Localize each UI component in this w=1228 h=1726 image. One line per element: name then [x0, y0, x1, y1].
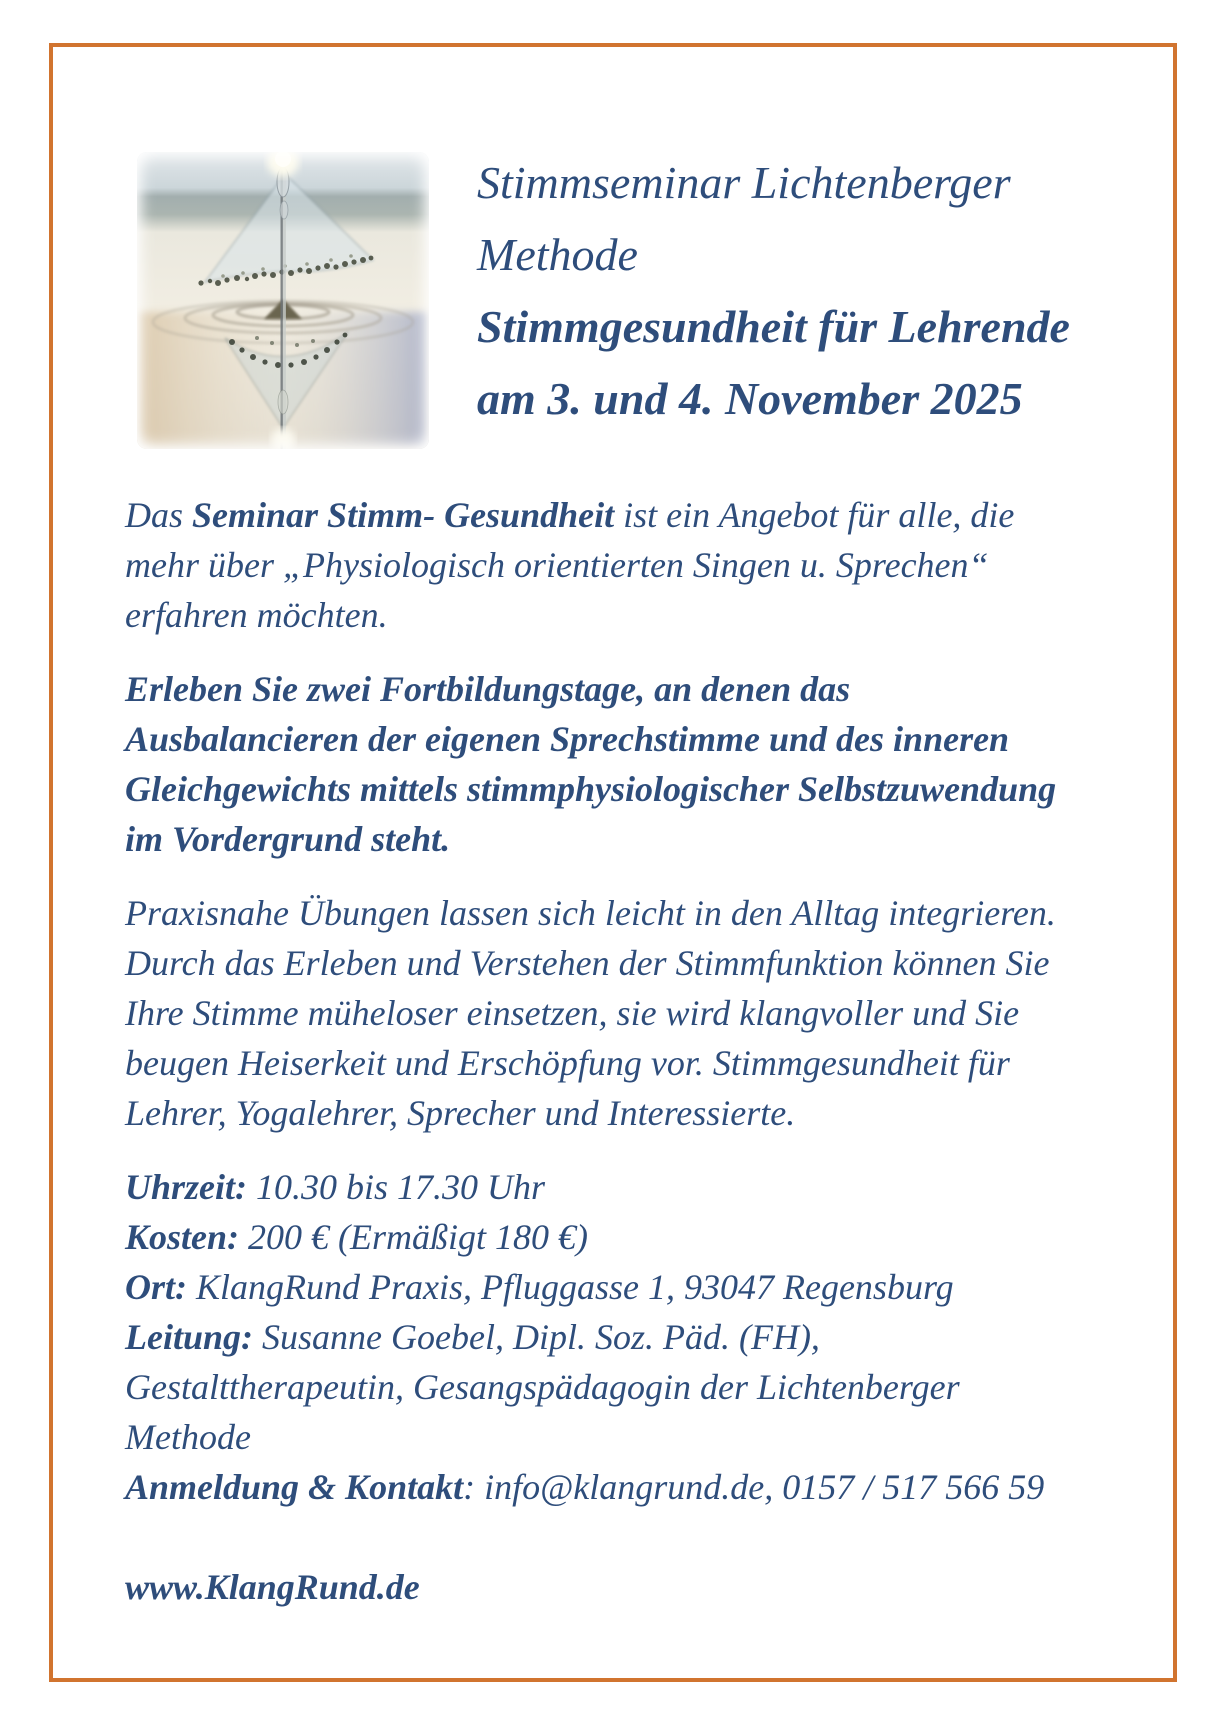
page-title: [477, 147, 1177, 435]
description-line-1: Praxisnahe Übungen lassen sich leicht in den Alltag integrieren.: [125, 893, 1056, 933]
detail-leader-continued: Gestalttherapeutin, Gesangspädagogin der Lichtenberger: [125, 1367, 960, 1407]
description-line-5: Lehrer, Yogalehrer, Sprecher und Interessierte.: [125, 1093, 796, 1133]
detail-location-label: Ort:: [125, 1267, 187, 1307]
detail-cost-value: 200 € (Ermäßigt 180 €): [239, 1217, 588, 1257]
highlight-line-1: Erleben Sie zwei Fortbildungstage, an denen das: [125, 669, 851, 709]
highlight-line-4: im Vordergrund steht.: [125, 819, 451, 859]
detail-leader-continued-2: Methode: [125, 1417, 251, 1457]
detail-time: [125, 1162, 1125, 1212]
intro-line-1-bold: Seminar Stimm- Gesundheit: [192, 495, 615, 535]
description-line-2: Durch das Erleben und Verstehen der Stimmfunktion können Sie: [125, 943, 1050, 983]
highlight-paragraph: [125, 664, 1125, 864]
detail-leader-value: Susanne Goebel, Dipl. Soz. Päd. (FH),: [253, 1317, 820, 1357]
website-text: www.KlangRund.de: [125, 1567, 420, 1607]
flyer-border-frame: [49, 43, 1177, 1682]
detail-cost-label: Kosten:: [125, 1217, 240, 1257]
detail-contact: [125, 1462, 1125, 1512]
intro-line-1: [125, 490, 1125, 540]
detail-time-label: Uhrzeit:: [125, 1167, 248, 1207]
description-line-4: beugen Heiserkeit und Erschöpfung vor. Stimmgesundheit für: [125, 1043, 1010, 1083]
description-line-3: Ihre Stimme müheloser einsetzen, sie wird klangvoller und Sie: [125, 993, 1020, 1033]
title-line-4: am 3. und 4. November 2025: [477, 373, 1023, 424]
highlight-line-3: Gleichgewichts mittels stimmphysiologischer Selbstzuwendung: [125, 769, 1057, 809]
water-drop-splash-graphic: [137, 152, 429, 449]
title-line-1: Stimmseminar Lichtenberger: [477, 157, 1011, 208]
detail-location: [125, 1262, 1125, 1312]
flyer-body: [125, 490, 1125, 1612]
intro-line-3: erfahren möchten.: [125, 595, 388, 635]
detail-contact-label: Anmeldung & Kontakt: [125, 1467, 464, 1507]
highlight-line-2: Ausbalancieren der eigenen Sprechstimme und des inneren: [125, 719, 1010, 759]
detail-cost: [125, 1212, 1125, 1262]
water-drop-splash-image: [137, 152, 429, 449]
intro-line-1-pre: Das: [125, 495, 193, 535]
seminar-details: [125, 1162, 1125, 1512]
intro-line-2: mehr über „Physiologisch orientierten Singen u. Sprechen“: [125, 545, 989, 585]
intro-line-1-post: ist ein Angebot für alle, die: [614, 495, 1015, 535]
description-paragraph: [125, 888, 1125, 1138]
title-line-3: Stimmgesundheit für Lehrende: [477, 301, 1070, 352]
intro-paragraph: [125, 490, 1125, 640]
detail-location-value: KlangRund Praxis, Pfluggasse 1, 93047 Regensburg: [187, 1267, 954, 1307]
detail-leader-label: Leitung:: [125, 1317, 254, 1357]
detail-contact-value: : info@klangrund.de, 0157 / 517 566 59: [463, 1467, 1045, 1507]
title-line-2: Methode: [477, 229, 638, 280]
detail-leader: [125, 1312, 1125, 1362]
detail-time-value: 10.30 bis 17.30 Uhr: [247, 1167, 546, 1207]
